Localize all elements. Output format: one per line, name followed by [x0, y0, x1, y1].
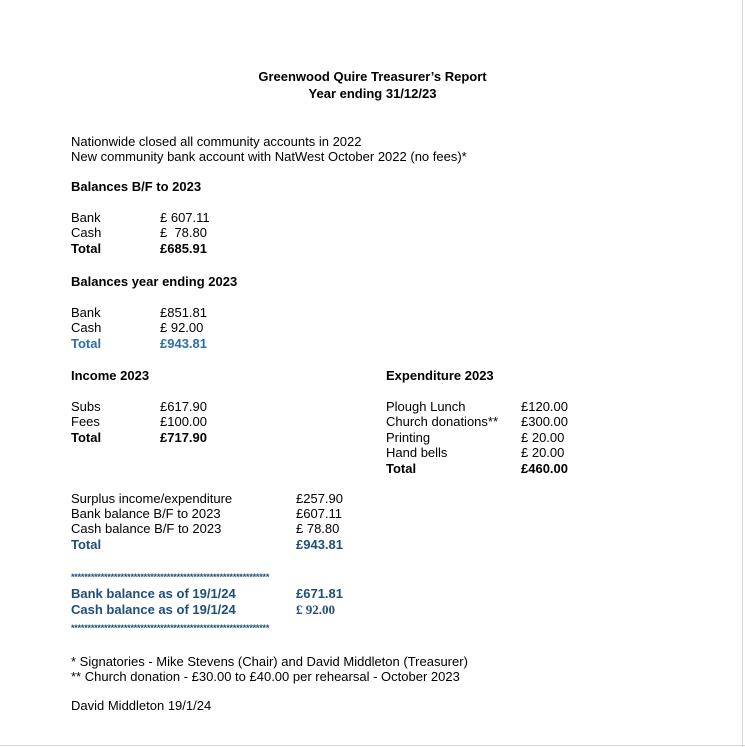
row-label: Church donations** — [386, 414, 499, 429]
row-value: £ 20.00 — [521, 445, 565, 460]
row-label: Plough Lunch — [386, 399, 466, 414]
row-label: Hand bells — [386, 445, 448, 460]
row-label: Cash — [71, 320, 102, 335]
total-label: Total — [71, 336, 102, 351]
separator-stars: ************************************************************ — [71, 623, 270, 633]
page-edge-right — [742, 0, 743, 747]
row-label: Cash — [71, 225, 102, 240]
report-title: Greenwood Quire Treasurer’s Report — [258, 69, 487, 84]
row-label: Bank balance B/F to 2023 — [71, 506, 221, 521]
row-value: £607.11 — [296, 506, 343, 521]
row-value: £100.00 — [160, 414, 207, 429]
row-value: £300.00 — [521, 414, 568, 429]
bank-balance-value: £671.81 — [296, 586, 343, 601]
row-value: £257.90 — [296, 491, 343, 506]
row-value: £851.81 — [160, 305, 207, 320]
total-label: Total — [71, 537, 102, 552]
row-value: £617.90 — [160, 399, 207, 414]
total-label: Total — [386, 461, 417, 476]
total-value: £460.00 — [521, 461, 568, 476]
separator-stars: ************************************************************ — [71, 572, 270, 582]
section-heading: Expenditure 2023 — [386, 368, 494, 383]
total-label: Total — [71, 241, 102, 256]
section-heading: Balances year ending 2023 — [71, 274, 238, 289]
signoff: David Middleton 19/1/24 — [71, 698, 212, 713]
cash-balance-label: Cash balance as of 19/1/24 — [71, 602, 236, 617]
row-label: Subs — [71, 399, 101, 414]
row-label: Printing — [386, 430, 431, 445]
row-label: Bank — [71, 305, 101, 320]
intro-line: Nationwide closed all community accounts in 2022 — [71, 134, 362, 149]
row-label: Surplus income/expenditure — [71, 491, 233, 506]
page-edge-bottom — [0, 745, 745, 746]
cash-balance-value: £ 92.00 — [296, 602, 335, 617]
intro-line: New community bank account with NatWest October 2022 (no fees)* — [71, 149, 467, 164]
row-label: Bank — [71, 210, 101, 225]
total-value: £943.81 — [160, 336, 207, 351]
footnote: * Signatories - Mike Stevens (Chair) and David Middleton (Treasurer) — [71, 654, 468, 669]
section-heading: Balances B/F to 2023 — [71, 179, 202, 194]
footnote: ** Church donation - £30.00 to £40.00 per rehearsal - October 2023 — [71, 669, 460, 684]
total-value: £685.91 — [160, 241, 207, 256]
total-value: £943.81 — [296, 537, 343, 552]
row-value: £ 78.80 — [160, 225, 207, 240]
total-value: £717.90 — [160, 430, 207, 445]
row-label: Cash balance B/F to 2023 — [71, 521, 222, 536]
row-value: £ 607.11 — [160, 210, 210, 225]
row-value: £ 20.00 — [521, 430, 565, 445]
section-heading: Income 2023 — [71, 368, 150, 383]
bank-balance-label: Bank balance as of 19/1/24 — [71, 586, 236, 601]
row-value: £120.00 — [521, 399, 568, 414]
row-label: Fees — [71, 414, 100, 429]
report-subtitle: Year ending 31/12/23 — [308, 86, 437, 101]
total-label: Total — [71, 430, 102, 445]
row-value: £ 78.80 — [296, 521, 340, 536]
row-value: £ 92.00 — [160, 320, 204, 335]
